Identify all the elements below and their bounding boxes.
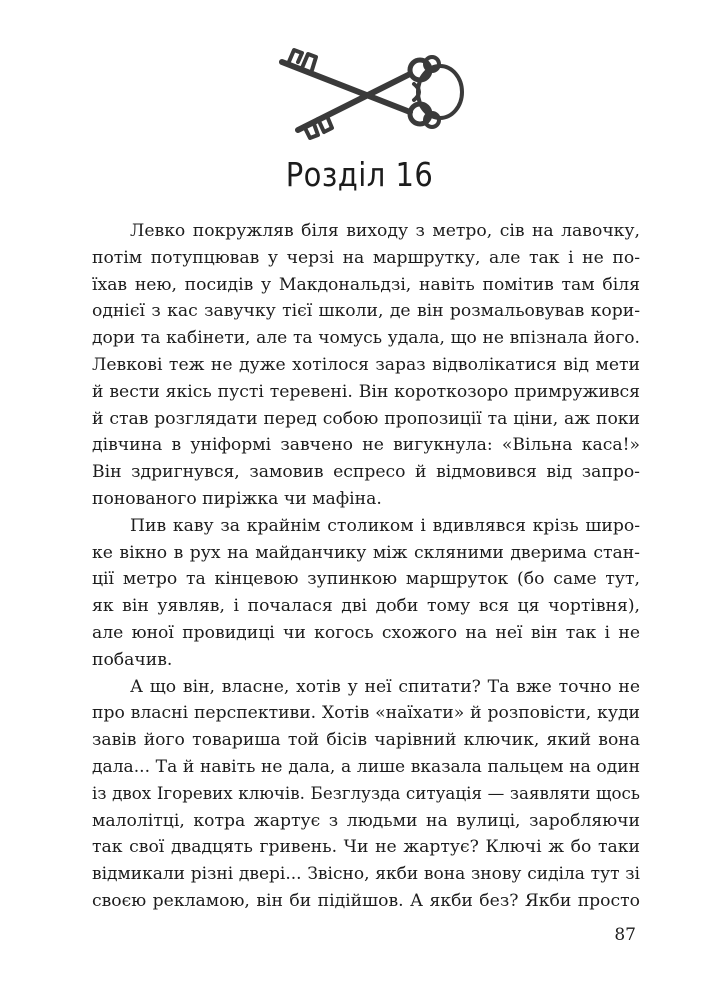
text-line: ке вікно в рух на майданчику між скляними дверима стан-	[92, 542, 640, 563]
text-line: ції метро та кінцевою зупинкою маршруток (бо саме тут,	[92, 569, 640, 590]
text-line: й вести якісь пусті теревені. Він короткозоро примружився	[92, 381, 640, 402]
text-line: Він здригнувся, замовив еспресо й відмовився від запро-	[92, 462, 640, 483]
text-line: потім потупцював у черзі на маршрутку, але так і не по-	[92, 247, 640, 268]
text-line: про власні перспективи. Хотів «наїхати» й розповісти, куди	[92, 703, 640, 724]
chapter-title: Розділ 16	[285, 155, 434, 194]
paragraph-2	[92, 513, 640, 674]
text-line: своєю рекламою, він би підійшов. А якби без? Якби просто	[92, 890, 640, 911]
text-line: понованого пиріжка чи мафіна.	[92, 488, 382, 509]
paragraph-1	[92, 218, 640, 513]
text-line: дала... Та й навіть не дала, а лише вказала пальцем на один	[92, 756, 640, 777]
text-line: малолітці, котра жартує з людьми на вулиці, заробляючи	[92, 810, 640, 831]
text-line: завів його товариша той бісів чарівний ключик, який вона	[92, 730, 640, 751]
text-line: їхав нею, посидів у Макдональдзі, навіть помітив там біля	[92, 274, 640, 295]
text-line: але юної провидиці чи когось схожого на неї він так і не	[92, 622, 640, 643]
chapter-body	[92, 218, 640, 915]
text-line: дори та кабінети, але та чомусь удала, що не впізнала його.	[92, 328, 640, 349]
text-line: так свої двадцять гривень. Чи не жартує? Ключі ж бо таки	[92, 837, 640, 858]
text-line: відмикали різні двері... Звісно, якби вона знову сиділа тут зі	[92, 864, 640, 885]
text-line: Левкові теж не дуже хотілося зараз відволікатися від мети	[92, 354, 640, 375]
text-line: й став розглядати перед собою пропозиції та ціни, аж поки	[92, 408, 640, 429]
text-line: побачив.	[92, 649, 173, 670]
paragraph-3	[92, 674, 640, 915]
text-line: із двох Ігоревих ключів. Безглузда ситуація — заявляти щось	[92, 783, 640, 803]
text-line: А що він, власне, хотів у неї спитати? Та вже точно не	[130, 676, 640, 697]
text-line: Левко покружляв біля виходу з метро, сів на лавочку,	[130, 221, 640, 241]
text-line: як він уявляв, і почалася дві доби тому вся ця чортівня),	[92, 596, 640, 617]
text-line: дівчина в уніформі завчено не вигукнула: «Вільна каса!»	[92, 435, 640, 456]
crossed-keys-icon	[268, 40, 468, 144]
page-number: 87	[614, 925, 636, 945]
text-line: однієї з кас завучку тієї школи, де він розмальовував кори-	[92, 301, 640, 322]
text-line: Пив каву за крайнім столиком і вдивлявся крізь широ-	[130, 515, 640, 536]
